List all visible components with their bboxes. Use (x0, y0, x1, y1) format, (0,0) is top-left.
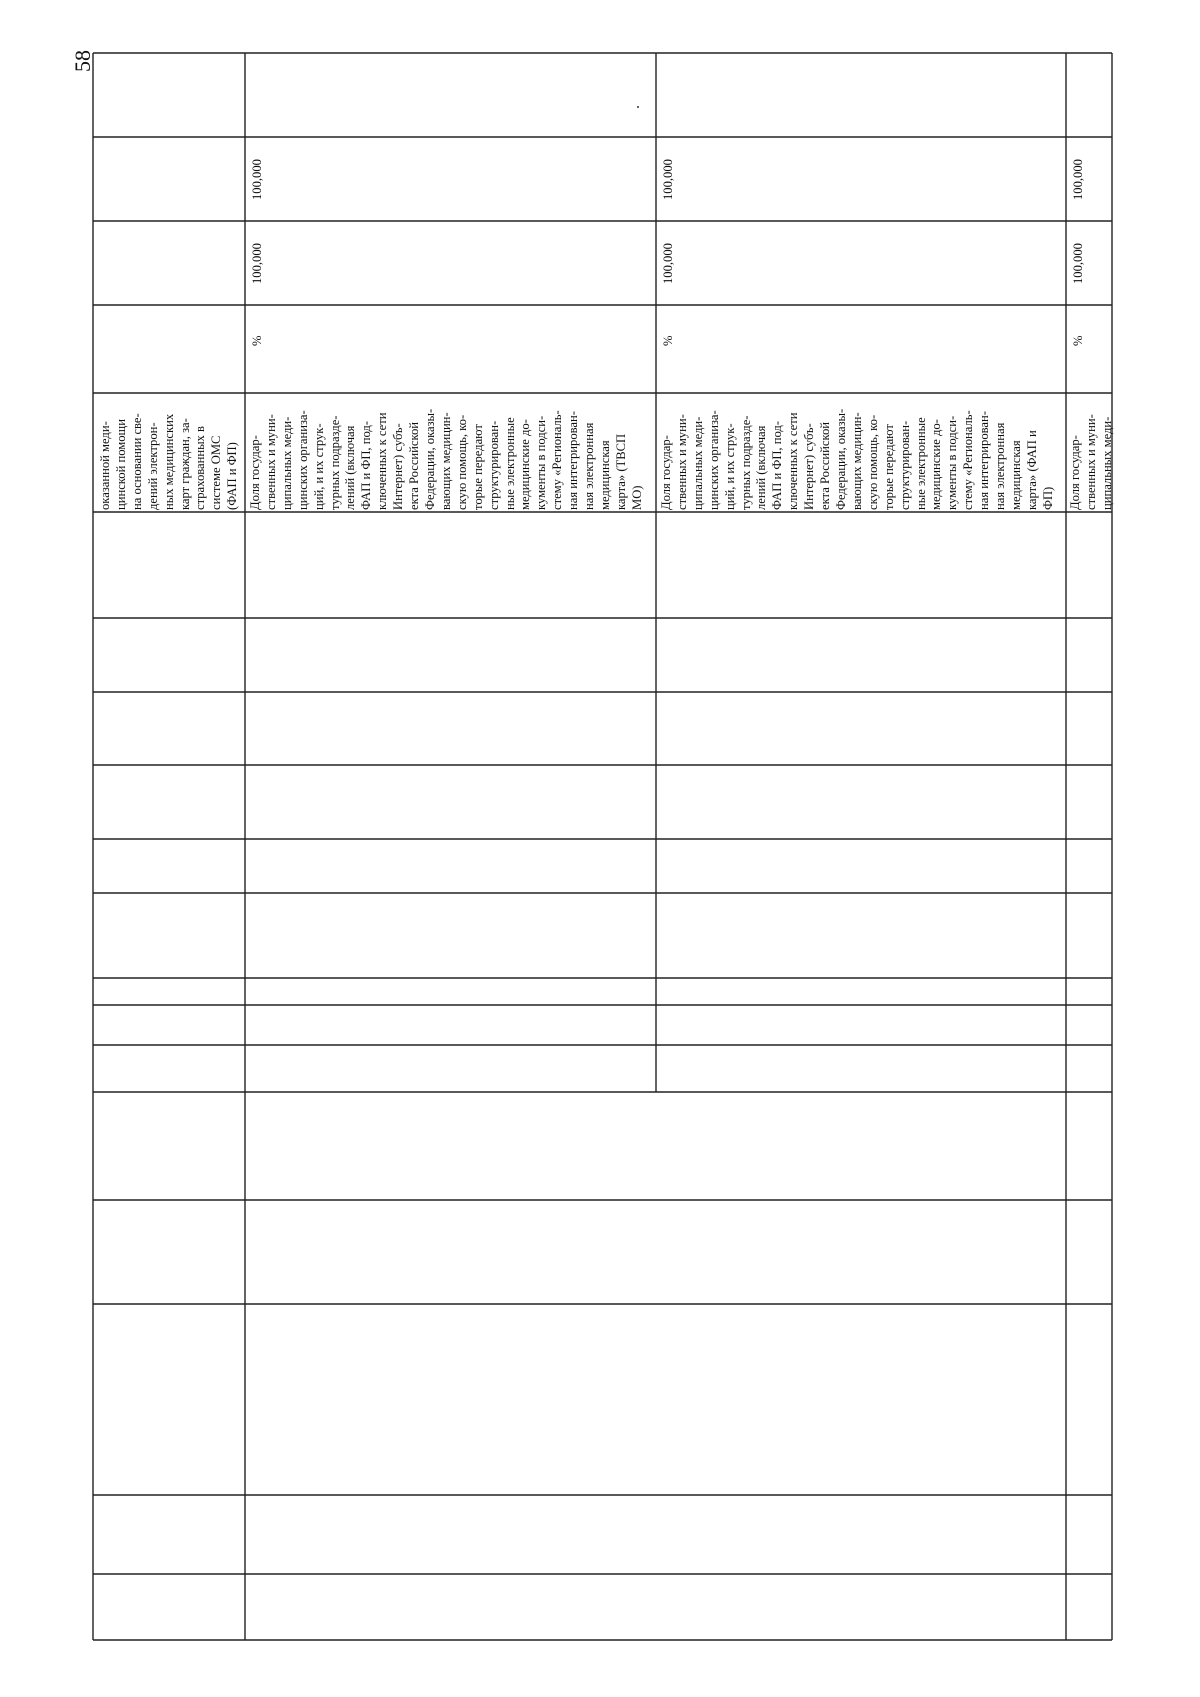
unit-label: % (1071, 335, 1085, 346)
value-cell: 100,000 (1071, 243, 1085, 284)
unit-label: % (661, 335, 675, 346)
indicator-description: Доля государ- ственных и муни- ципальных меди- цинских организа- ций, и их струк- турных подразде- лений (включая ФАП и ФП, под- ключенных к сети Интернет) субъ- екта Российской Федерации, оказы- вающих медицин- скую помощь, ко- торые передают структурирован- ные электронные медицинские до- кументы в подси- стему «Региональ- ная интегрирован- ная электронная медицинская карта» (ТВСП МО) (248, 408, 644, 510)
value-cell: 100,000 (661, 159, 675, 200)
indicator-description: оказанной меди- цинской помощи на основании све- дений электрон- ных медицинских карт граждан, за- страхованных в системе ОМС (ФАП и ФП) (98, 413, 240, 510)
value-cell: 100,000 (250, 159, 264, 200)
indicator-description: Доля государ- ственных и муни- ципальных меди- цинских организа- ций, и их струк- турных подразде- лений (включая ФАП и ФП, под- ключенных к сети Интернет) субъ- екта Российской Федерации, оказы- вающих медицин- скую помощь, ко- торые передают структурирован- ные электронные медицинские до- кументы в подси- стему «Региональ- ная интегрирован- ная электронная медицинская карта» (ФАП и ФП) (659, 408, 1055, 510)
value-cell: 100,000 (1071, 159, 1085, 200)
unit-label: % (250, 335, 264, 346)
scan-speck (637, 106, 639, 108)
value-cell: 100,000 (250, 243, 264, 284)
page-number: 58 (70, 50, 95, 72)
value-cell: 100,000 (661, 243, 675, 284)
indicator-description: Доля государ- ственных и муни- ципальных меди- (1068, 414, 1114, 510)
